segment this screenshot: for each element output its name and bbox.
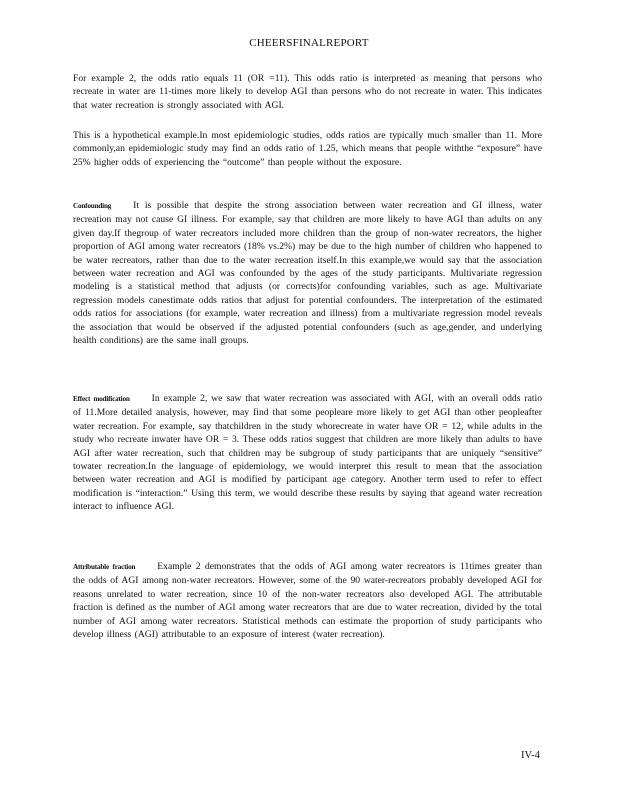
paragraph-text: In example 2, we saw that water recreation was associated with AGI, with an overall odds ratio of 11.More detailed analysis, however, may find that some peopleare more likely to get AGI than other peopleafter water recreation. For example, say thatchildren in the study whorecreate in water have OR = 12, while adults in the study who recreate inwater have OR = 3. These odds ratios suggest that children are more likely than adults to have AGI after water recreation, such that children may be subgroup of study participants that are uniquely “sensitive” towater recreation.In the language of epidemiology, we would interpret this result to mean that the association between water recreation and AGI is modified by participant age category. Another term used to refer to effect modification is “interaction.” Using this term, we would describe these results by saying that ageand water recreation interact to influence AGI. xyxy=(73,393,542,513)
paragraph-confounding xyxy=(73,199,542,347)
paragraph-attributable-fraction xyxy=(73,560,542,641)
page-number: IV-4 xyxy=(521,750,540,761)
paragraph-odds-ratio-interpretation xyxy=(73,72,542,112)
paragraph-hypothetical-example xyxy=(73,129,542,169)
section-lead-attributable-fraction: Attributable fraction xyxy=(73,563,136,571)
paragraph-text: For example 2, the odds ratio equals 11 (OR =11). This odds ratio is interpreted as meaning that persons who recreate in water are 11-times more likely to develop AGI than persons who do not recreate in water. This indicates that water recreation is strongly associated with AGI. xyxy=(73,73,542,111)
section-lead-effect-modification: Effect modification xyxy=(73,395,130,403)
paragraph-text: This is a hypothetical example.In most epidemiologic studies, odds ratios are typically much smaller than 11. More commonly,an epidemiologic study may find an odds ratio of 1.25, which means that people withthe “exposure” have 25% higher odds of experiencing the “outcome” than people without the exposure. xyxy=(73,130,542,168)
paragraph-text: It is possible that despite the strong association between water recreation and GI illness, water recreation may not cause GI illness. For example, say that children are more likely to have AGI than adults on any given day.If thegroup of water recreators included more children than the group of non-water recreators, the higher proportion of AGI among water recreators (18% vs.2%) may be due to the high number of children who happened to be water recreators, rather than due to the water recreation itself.In this example,we would say that the association between water recreation and AGI was confounded by the ages of the study participants. Multivariate regression modeling is a statistical method that adjusts (or corrects)for confounding variables, such as age. Multivariate regression models canestimate odds ratios that adjust for potential confounders. The interpretation of the estimated odds ratios for associations (for example, water recreation and illness) from a multivariate regression model reveals the association that would be observed if the adjusted potential confounders (such as age,gender, and underlying health conditions) are the same inall groups. xyxy=(73,200,542,347)
paragraph-text: Example 2 demonstrates that the odds of AGI among water recreators is 11times greater than the odds of AGI among non-water recreators. However, some of the 90 water-recreators probably developed AGI for reasons unrelated to water recreation, since 10 of the non-water recreators also developed AGI. The attributable fraction is defined as the number of AGI among water recreators that are due to water recreation, divided by the total number of AGI among water recreators. Statistical methods can estimate the proportion of study participants who develop illness (AGI) attributable to an exposure of interest (water recreation). xyxy=(73,561,543,641)
report-header: CHEERSFINALREPORT xyxy=(249,37,369,49)
section-lead-confounding: Confounding xyxy=(73,202,112,210)
paragraph-effect-modification xyxy=(73,392,542,514)
